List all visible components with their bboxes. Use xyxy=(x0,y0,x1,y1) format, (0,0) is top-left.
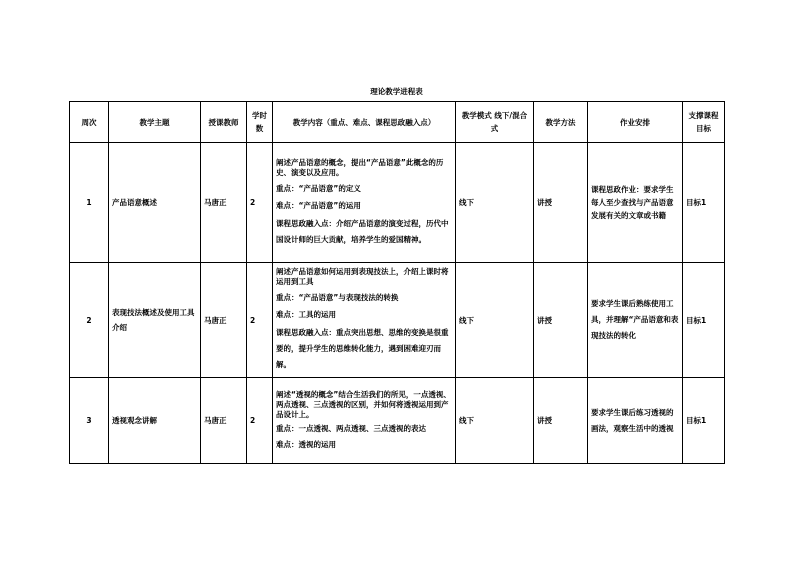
cell-goal: 目标1 xyxy=(683,263,725,378)
table-row xyxy=(70,378,725,464)
cell-topic: 透视观念讲解 xyxy=(109,378,201,464)
cell-method: 讲授 xyxy=(534,263,588,378)
cell-teacher: 马唐正 xyxy=(201,143,247,263)
cell-topic: 表现技法概述及使用工具介绍 xyxy=(109,263,201,378)
header-hours: 学时数 xyxy=(247,102,273,143)
cell-hours: 2 xyxy=(247,263,273,378)
header-row xyxy=(70,102,725,143)
cell-teacher: 马唐正 xyxy=(201,378,247,464)
header-assignment: 作业安排 xyxy=(588,102,683,143)
content-key-point: 重点：“产品语意”的定义 xyxy=(276,183,361,193)
cell-method: 讲授 xyxy=(534,378,588,464)
cell-assignment: 课程思政作业：要求学生每人至少查找与产品语意发展有关的文章或书籍 xyxy=(588,143,683,263)
cell-mode: 线下 xyxy=(456,143,534,263)
cell-hours: 2 xyxy=(247,143,273,263)
cell-assignment: 要求学生课后熟练使用工具，并理解“产品语意和表现技法的转化 xyxy=(588,263,683,378)
content-intro: 阐述产品语意如何运用到表现技法上，介绍上课时将运用到工具 xyxy=(276,267,449,286)
content-difficulty: 难点：工具的运用 xyxy=(276,310,336,319)
teaching-schedule-table xyxy=(69,101,725,464)
content-difficulty: 难点：“产品语意”的运用 xyxy=(276,200,361,210)
cell-goal: 目标1 xyxy=(683,143,725,263)
content-ideology: 课程思政融入点：介绍产品语意的演变过程，历代中国设计师的巨大贡献，培养学生的爱国精神。 xyxy=(276,218,449,244)
cell-week: 3 xyxy=(70,378,109,464)
content-intro: 阐述产品语意的概念，提出“产品语意”此概念的历史、演变以及应用。 xyxy=(276,157,444,177)
content-key-point: 重点：“产品语意”与表现技法的转换 xyxy=(276,293,399,302)
document-title: 理论教学进程表 xyxy=(370,87,423,96)
cell-content xyxy=(273,263,456,378)
cell-hours: 2 xyxy=(247,378,273,464)
table-row xyxy=(70,143,725,263)
cell-assignment: 要求学生课后练习透视的画法，观察生活中的透视 xyxy=(588,378,683,464)
content-intro: 阐述“透视的概念”结合生活我们的所见，一点透视、两点透视、三点透视的区别，并如何将透视运用到产品设计上。 xyxy=(276,390,451,419)
header-topic: 教学主题 xyxy=(109,102,201,143)
content-key-point: 重点：一点透视、两点透视、三点透视的表达 xyxy=(276,424,426,433)
cell-week: 2 xyxy=(70,263,109,378)
header-mode: 教学模式 线下/混合式 xyxy=(456,102,534,143)
cell-content xyxy=(273,378,456,464)
header-week: 周次 xyxy=(70,102,109,143)
cell-method: 讲授 xyxy=(534,143,588,263)
table-row xyxy=(70,263,725,378)
content-ideology: 课程思政融入点：重点突出思想、思维的变换是很重要的，提升学生的思维转化能力，遇到困难迎刃而解。 xyxy=(276,328,449,369)
cell-week: 1 xyxy=(70,143,109,263)
header-content: 教学内容（重点、难点、课程思政融入点） xyxy=(273,102,456,143)
header-method: 教学方法 xyxy=(534,102,588,143)
cell-goal: 目标1 xyxy=(683,378,725,464)
content-difficulty: 难点：透视的运用 xyxy=(276,440,336,449)
cell-mode: 线下 xyxy=(456,263,534,378)
cell-content xyxy=(273,143,456,263)
cell-teacher: 马唐正 xyxy=(201,263,247,378)
cell-topic: 产品语意概述 xyxy=(109,143,201,263)
cell-mode: 线下 xyxy=(456,378,534,464)
header-teacher: 授课教师 xyxy=(201,102,247,143)
header-goal: 支撑课程目标 xyxy=(683,102,725,143)
